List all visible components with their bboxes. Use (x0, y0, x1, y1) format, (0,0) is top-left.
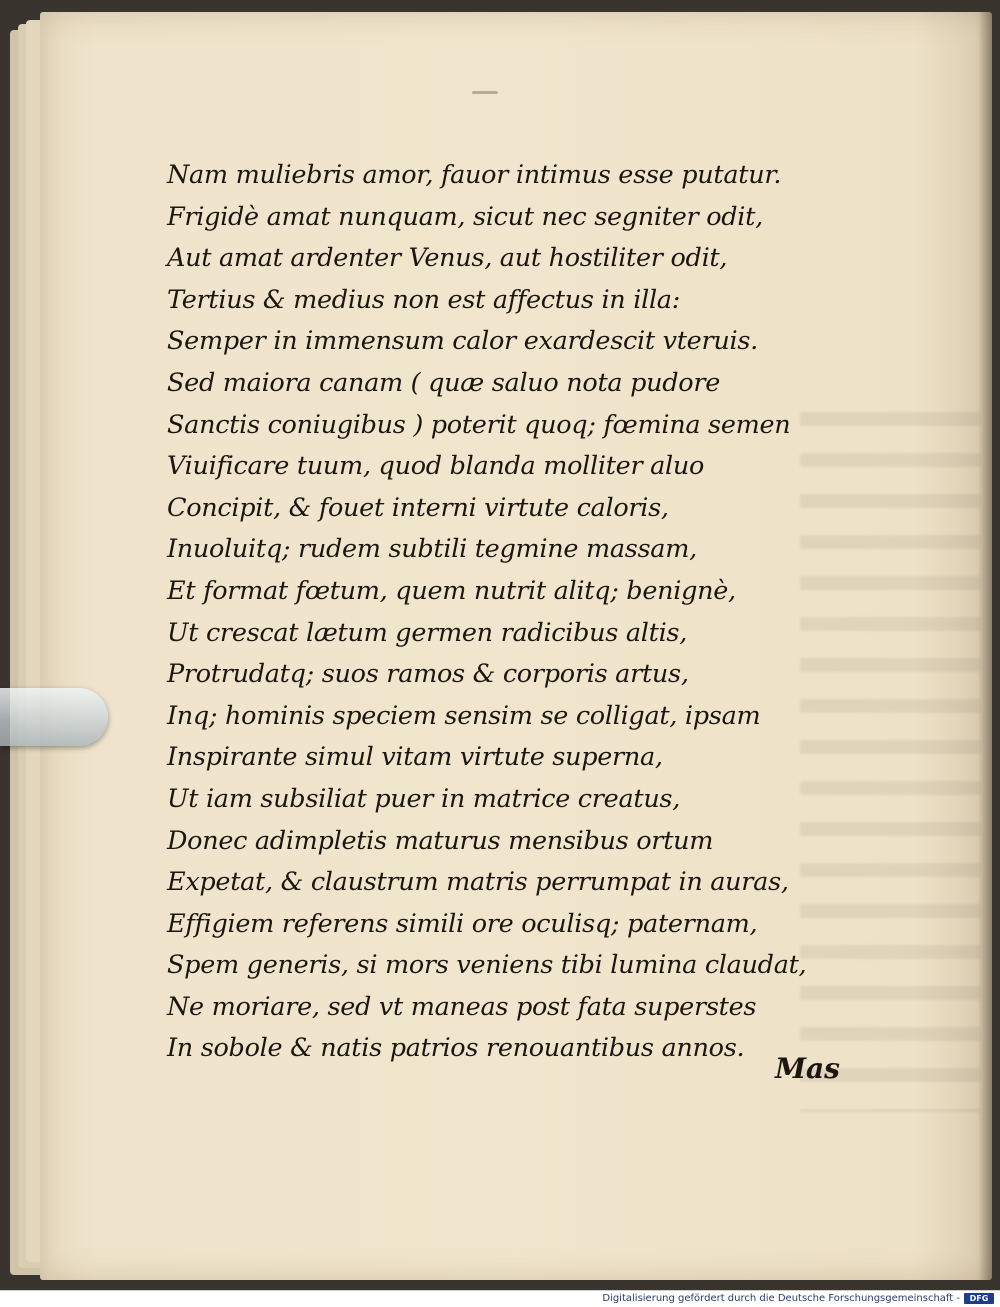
verse-line: Spem generis, si mors veniens tibi lumina claudat, (167, 950, 807, 981)
ink-smudge (472, 91, 498, 94)
verse-line: Et format fœtum, quem nutrit alitq; benignè, (167, 575, 736, 606)
verse-line: Ne moriare, sed vt maneas post fata superstes (167, 991, 757, 1022)
verse-line: Effigiem referens simili ore oculisq; paternam, (167, 908, 758, 939)
verse-line: Protrudatq; suos ramos & corporis artus, (167, 659, 689, 690)
verse-line: Frigidè amat nunquam, sicut nec segniter odit, (167, 201, 763, 232)
glass-page-clip (0, 688, 108, 746)
funding-notice: Digitalisierung gefördert durch die Deutsche Forschungsgemeinschaft - (602, 1293, 960, 1304)
verse-line: Aut amat ardenter Venus, aut hostiliter odit, (167, 243, 728, 274)
verse-line: Inuoluitq; rudem subtili tegmine massam, (167, 534, 697, 565)
verse-line: Inspirante simul vitam virtute superna, (167, 742, 663, 773)
verse-line: Expetat, & claustrum matris perrumpat in auras, (167, 867, 789, 898)
verse-line: In sobole & natis patrios renouantibus annos. (167, 1033, 745, 1064)
verse-line: Donec adimpletis maturus mensibus ortum (167, 825, 714, 856)
verse-line: Ut iam subsiliat puer in matrice creatus, (167, 783, 681, 814)
verse-line: Sed maiora canam ( quæ saluo nota pudore (167, 367, 721, 398)
digitization-footer (0, 1290, 1000, 1307)
verse-line: Semper in immensum calor exardescit vteruis. (167, 326, 758, 357)
verse-line: Viuificare tuum, quod blanda molliter aluo (167, 451, 705, 482)
verse-line: Nam muliebris amor, fauor intimus esse putatur. (167, 160, 782, 190)
page-gutter-shadow (978, 12, 992, 1280)
verse-line: Tertius & medius non est affectus in illa: (167, 284, 680, 315)
verse-line: Ut crescat lætum germen radicibus altis, (167, 617, 688, 648)
verse-line: Inq; hominis speciem sensim se colligat, ipsam (167, 700, 761, 731)
verse-line: Concipit, & fouet interni virtute caloris, (167, 492, 669, 523)
latin-verse (167, 155, 867, 1070)
catchword: Mas (775, 1052, 840, 1085)
dfg-logo: DFG (964, 1293, 994, 1304)
verse-line: Sanctis coniugibus ) poterit quoq; fœmina semen (167, 409, 791, 440)
